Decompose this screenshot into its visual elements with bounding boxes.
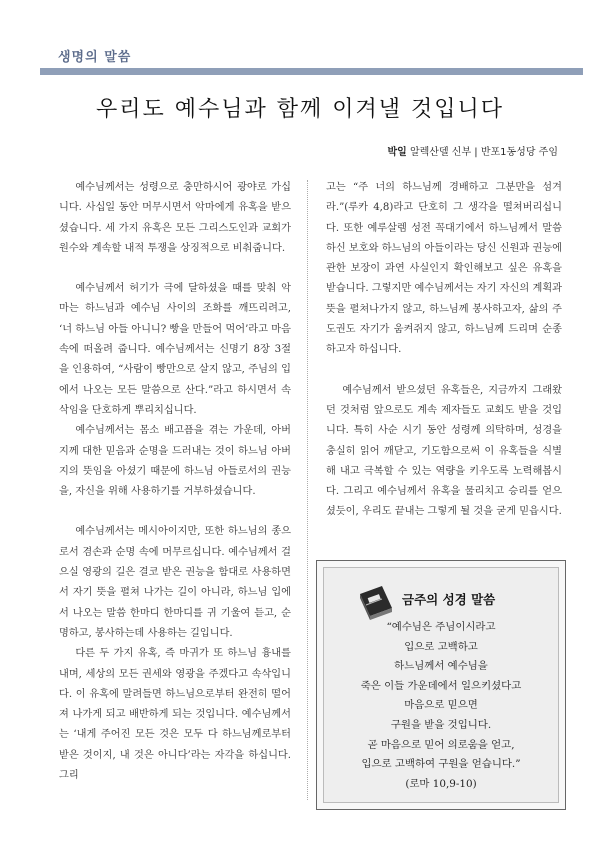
article-title: 우리도 예수님과 함께 이겨낼 것입니다: [95, 97, 504, 122]
section-header-rule: [40, 68, 583, 75]
paragraph: 다른 두 가지 유혹, 즉 마귀가 또 하느님 흉내를 내며, 세상의 모든 권세와 영광을 주겠다고 속삭입니다. 이 유혹에 말려들면 하느님으로부터 완전히 떨어져 나가게 되고 배반하게 되는 것입니다. 예수님께서는 ‘내게 주어진 모든 것은 모두 다 하느님께로부터 받은 것이지, 내 것은 아니다’라는 자각을 하십니다. 그리: [59, 648, 291, 782]
verse-text: [324, 618, 558, 794]
verse-box-title: 금주의 성경 말씀: [402, 592, 496, 607]
weekly-verse-box: [316, 560, 566, 810]
paragraph: 예수님께서 허기가 극에 달하셨을 때를 맞춰 악마는 하느님과 예수님 사이의 조화를 깨뜨리려고, ‘너 하느님 아들 아니니? 빵을 만들어 먹어’라고 마음속에 떠올려 줍니다. 예수님께서는 신명기 8장 3절을 인용하여, “사람이 빵만으로 살지 않고, 주님의 입에서 나오는 모든 말씀으로 산다.”라고 하시면서 속삭임을 단호하게 뿌리치십니다.: [59, 283, 291, 416]
paragraph: 예수님께서는 성령으로 충만하시어 광야로 가십니다. 사십일 동안 머무시면서 악마에게 유혹을 받으셨습니다. 세 가지 유혹은 모든 그리스도인과 교회가 원수와 계속할 내적 투쟁을 상징적으로 비춰줍니다.: [59, 182, 291, 254]
column-divider: [307, 180, 308, 800]
verse-box-inner: [323, 567, 559, 803]
verse-line: 마음으로 믿으면: [404, 699, 478, 712]
verse-line: 입으로 고백하여 구원을 얻습니다.”: [361, 758, 521, 771]
paragraph: 고는 “주 너의 하느님께 경배하고 그분만을 섬겨라.”(루카 4,8)라고 단호히 그 생각을 떨쳐버리십니다. 또한 예루살렘 성전 꼭대기에서 하느님께서 말씀하신 보호와 하느님의 아들이라는 당신 신원과 권능에 관한 보장이 과연 사실인지 확인해보고 싶은 유혹을 받습니다. 그렇지만 예수님께서는 자기 자신의 계획과 뜻을 펼쳐나가지 않고, 하느님께 봉사하고자, 삶의 주도권도 자기가 움켜쥐지 않고, 하느님께 드리며 순종하고자 하십니다.: [326, 182, 562, 356]
right-column: [326, 178, 562, 523]
verse-line: 하느님께서 예수님을: [394, 660, 488, 673]
paragraph: 예수님께서 받으셨던 유혹들은, 지금까지 그래왔던 것처럼 앞으로도 계속 제자들도 교회도 받을 것입니다. 특히 사순 시기 동안 성령께 의탁하며, 성경을 충실히 읽어 깨닫고, 기도함으로써 이 유혹들을 식별해 내고 극복할 수 있는 역량을 키우도록 노력해봅시다. 그리고 예수님께서 유혹을 물리치고 승리를 얻으셨듯이, 우리도 끝내는 그렇게 될 것을 굳게 믿읍시다.: [326, 384, 562, 518]
author-role: 알렉산델 신부 | 반포1동성당 주임: [406, 147, 558, 158]
verse-line: 구원을 받을 것입니다.: [390, 718, 492, 731]
verse-line: “예수님은 주님이시라고: [386, 621, 496, 633]
left-column: [59, 178, 291, 786]
section-label: 생명의 말씀: [58, 50, 132, 65]
byline: [387, 143, 558, 158]
paragraph: 예수님께서는 메시아이지만, 또한 하느님의 종으로서 겸손과 순명 속에 머무르십니다. 예수님께서 걸으실 영광의 길은 결코 받은 권능을 함대로 사용하면서 자기 뜻을 펼쳐 나가는 길이 아니라, 하느님 입에서 나오는 말씀 한마디 한마디를 귀 기울여 듣고, 순명하고, 봉사하는데 사용하는 길입니다.: [59, 526, 291, 639]
verse-citation: (로마 10,9-10): [405, 777, 477, 790]
verse-line: 입으로 고백하고: [404, 640, 478, 653]
author-name: 박일: [387, 147, 407, 158]
paragraph: 예수님께서는 몸소 배고픔을 겪는 가운데, 아버지께 대한 믿음과 순명을 드러내는 것이 하느님 아버지의 뜻임을 아셨기 때문에 하느님 아들로서의 권능을, 자신을 위해 사용하기를 거부하셨습니다.: [59, 425, 291, 498]
verse-line: 죽은 이들 가운데에서 일으키셨다고: [360, 679, 522, 692]
verse-line: 곧 마음으로 믿어 의로움을 얻고,: [367, 738, 515, 751]
